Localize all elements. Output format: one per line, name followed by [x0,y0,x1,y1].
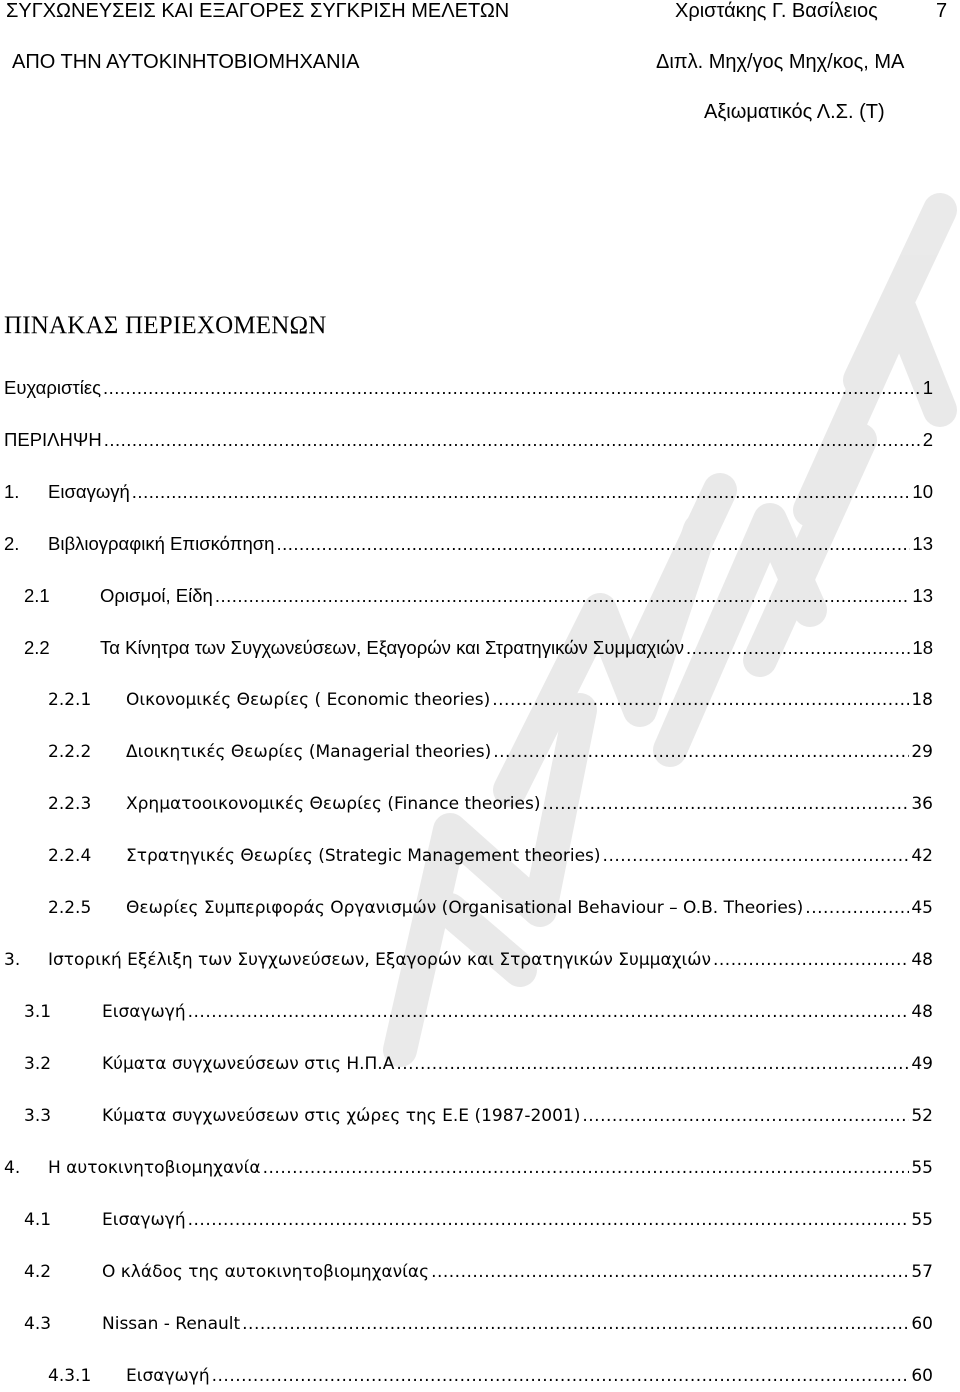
toc-entry-page: 13 [912,533,933,554]
toc-entry-number: 4. [4,1158,21,1178]
toc-entry-page: 57 [911,1262,933,1282]
toc-entry-title: Εισαγωγή [102,1210,186,1230]
toc-entry-page: 18 [912,637,933,658]
toc-entry-number: 2.2.4 [48,846,92,866]
toc-entry-number: 2.2 [24,637,50,658]
toc-leader-dots [686,636,910,660]
toc-entry-page: 10 [912,481,933,502]
toc-entry[interactable] [24,1104,933,1128]
toc-leader-dots [492,688,909,712]
toc-leader-dots [542,792,909,816]
toc-entry-number: 2.2.2 [48,742,92,762]
toc-entry-number: 2.1 [24,585,50,606]
toc-entry[interactable] [48,740,933,764]
toc-leader-dots [431,1260,909,1284]
toc-entry-title: Τα Κίνητρα των Συγχωνεύσεων, Εξαγορών και Στρατηγικών Συμμαχιών [100,637,685,658]
toc-entry-title: Εισαγωγή [126,1366,210,1386]
toc-entry-title: Η αυτοκινητοβιομηχανία [48,1158,261,1178]
header-author-degree: Διπλ. Μηχ/γος Μηχ/κος, ΜΑ [656,51,905,73]
toc-leader-dots [103,376,921,400]
toc-entry[interactable] [24,1052,933,1076]
toc-entry[interactable] [4,532,933,556]
toc-leader-dots [215,584,911,608]
toc-entry-number: 1. [4,481,20,502]
toc-entry-page: 13 [912,585,933,606]
toc-entry[interactable] [24,636,933,660]
toc-entry-page: 18 [911,690,933,710]
toc-leader-dots [188,1208,910,1232]
toc-entry-page: 45 [911,898,933,918]
toc-entry-page: 60 [911,1314,933,1334]
header-title-line-2: ΑΠΟ ΤΗΝ ΑΥΤΟΚΙΝΗΤΟΒΙΟΜΗΧΑΝΙΑ [12,51,360,73]
header-title-line-1: ΣΥΓΧΩΝΕΥΣΕΙΣ ΚΑΙ ΕΞΑΓΟΡΕΣ ΣΥΓΚΡΙΣΗ ΜΕΛΕΤΩΝ [6,0,510,22]
toc-entry-title: Ο κλάδος της αυτοκινητοβιομηχανίας [102,1262,430,1282]
toc-entry-number: 2.2.1 [48,690,92,710]
toc-entry[interactable] [48,792,933,816]
toc-leader-dots [212,1364,910,1388]
toc-entry-number: 3. [4,950,21,970]
toc-entry-title: Nissan - Renault [102,1314,241,1334]
toc-entry-number: 3.2 [24,1054,52,1074]
toc-entry-title: Κύματα συγχωνεύσεων στις Η.Π.Α [102,1054,395,1074]
toc-leader-dots [582,1104,909,1128]
toc-entry-title: Χρηματοοικονομικές Θεωρίες (Finance theories) [126,794,541,814]
toc-entry-number: 4.1 [24,1210,52,1230]
header-author-rank: Αξιωματικός Λ.Σ. (Τ) [704,101,885,123]
toc-entry[interactable] [4,376,933,400]
toc-entry-title: Θεωρίες Συμπεριφοράς Οργανισμών (Organisational Behaviour – O.B. Theories) [126,898,804,918]
toc-entry[interactable] [48,1364,933,1388]
toc-leader-dots [104,428,921,452]
toc-entry-number: 3.3 [24,1106,52,1126]
toc-entry[interactable] [24,1312,933,1336]
toc-entry-page: 49 [911,1054,933,1074]
toc-entry-title: Εισαγωγή [48,481,130,502]
toc-entry-page: 48 [911,1002,933,1022]
toc-entry-title: Οικονομικές Θεωρίες ( Economic theories) [126,690,491,710]
toc-leader-dots [603,844,910,868]
toc-entry[interactable] [24,1000,933,1024]
toc-entry-page: 36 [911,794,933,814]
toc-entry[interactable] [48,688,933,712]
toc-entry-number: 2.2.5 [48,898,92,918]
toc-entry[interactable] [4,948,933,972]
toc-entry-page: 48 [911,950,933,970]
toc-entry-page: 42 [911,846,933,866]
toc-leader-dots [493,740,909,764]
toc-entry-number: 3.1 [24,1002,52,1022]
toc-entry[interactable] [4,1156,933,1180]
toc-entry-number: 2. [4,533,20,554]
toc-entry[interactable] [24,1208,933,1232]
toc-entry-number: 2.2.3 [48,794,92,814]
toc-leader-dots [713,948,909,972]
toc-entry[interactable] [48,844,933,868]
toc-entry-title: Διοικητικές Θεωρίες (Managerial theories) [126,742,492,762]
toc-entry-page: 29 [911,742,933,762]
toc-entry-number: 4.3 [24,1314,52,1334]
toc-entry-page: 1 [922,377,933,398]
toc-title: ΠΙΝΑΚΑΣ ΠΕΡΙΕΧΟΜΕΝΩΝ [4,312,327,339]
toc-entry-title: Ιστορική Εξέλιξη των Συγχωνεύσεων, Εξαγορών και Στρατηγικών Συμμαχιών [48,950,711,970]
toc-entry-title: Βιβλιογραφική Επισκόπηση [48,533,275,554]
toc-entry-title: Κύματα συγχωνεύσεων στις χώρες της Ε.Ε (1987-2001) [102,1106,581,1126]
toc-leader-dots [263,1156,910,1180]
toc-entry-title: Ευχαριστίες [4,377,101,398]
toc-entry-number: 4.2 [24,1262,52,1282]
header-author-name: Χριστάκης Γ. Βασίλειος [675,0,878,22]
toc-leader-dots [242,1312,909,1336]
toc-entry-number: 4.3.1 [48,1366,92,1386]
toc-entry[interactable] [24,1260,933,1284]
toc-entry-page: 55 [911,1210,933,1230]
toc-entry[interactable] [4,428,933,452]
toc-entry-page: 52 [911,1106,933,1126]
toc-entry-page: 55 [911,1158,933,1178]
toc-entry-page: 60 [911,1366,933,1386]
toc-leader-dots [132,480,911,504]
toc-entry[interactable] [24,584,933,608]
toc-entry-title: ΠΕΡΙΛΗΨΗ [4,429,102,450]
toc-entry-page: 2 [922,429,933,450]
toc-leader-dots [188,1000,910,1024]
toc-entry-title: Εισαγωγή [102,1002,186,1022]
toc-entry[interactable] [48,896,933,920]
toc-entry[interactable] [4,480,933,504]
toc-entry-title: Ορισμοί, Είδη [100,585,213,606]
toc-entry-title: Στρατηγικές Θεωρίες (Strategic Management theories) [126,846,601,866]
toc-leader-dots [396,1052,909,1076]
toc-leader-dots [276,532,910,556]
toc-leader-dots [805,896,909,920]
header-page-number: 7 [936,0,948,22]
